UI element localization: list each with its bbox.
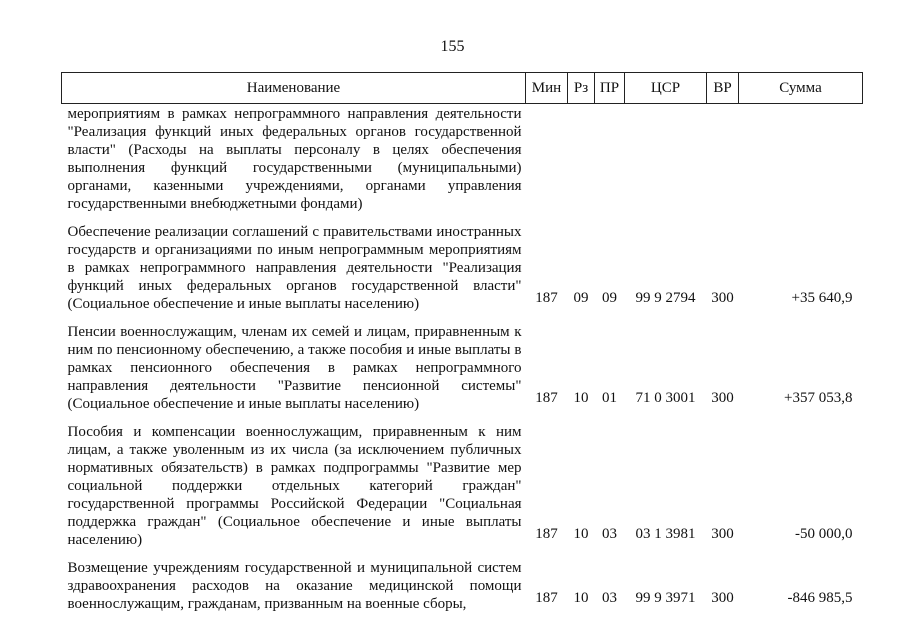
row-vr	[707, 104, 739, 214]
row-csr: 71 0 3001	[635, 390, 696, 406]
header-name: Наименование	[62, 73, 526, 104]
row-sum: -846 985,5	[787, 590, 853, 606]
table-row	[62, 104, 863, 214]
row-min: 187	[535, 390, 558, 406]
row-csr: 99 9 3971	[635, 590, 696, 606]
row-rz: 10	[573, 390, 589, 406]
table-row	[62, 313, 863, 413]
row-min: 187	[535, 290, 558, 306]
header-vr: ВР	[707, 73, 739, 104]
row-csr: 99 9 2794	[635, 290, 696, 306]
row-min	[526, 104, 568, 214]
row-name: Пособия и компенсации военнослужащим, приравненным к ним лицам, а также уволенным из их числа (за исключением публичных нормативных обязательств) в рамках подпрограммы "Развитие мер социальной поддержки отдельных категорий граждан" государственной программы Российской Федерации "Социальная поддержка граждан" (Социальное обеспечение и иные выплаты населению)	[67, 424, 522, 548]
header-pr: ПР	[595, 73, 625, 104]
header-sum: Сумма	[739, 73, 863, 104]
row-name: мероприятиям в рамках непрограммного направления деятельности "Реализация функций иных федеральных органов государственной власти" (Расходы на выплаты персоналу в целях обеспечения выполнения функций государственными (муниципальными) органами, казенными учреждениями, органами управления государственными внебюджетными фондами)	[67, 106, 522, 212]
row-sum: +357 053,8	[784, 390, 853, 406]
row-vr: 300	[711, 526, 734, 542]
row-pr: 03	[602, 526, 617, 542]
row-pr: 01	[602, 390, 617, 406]
row-csr: 03 1 3981	[635, 526, 696, 542]
row-min: 187	[535, 590, 558, 606]
row-sum: +35 640,9	[791, 290, 853, 306]
row-sum	[739, 104, 863, 214]
row-rz: 10	[573, 526, 589, 542]
row-sum: -50 000,0	[795, 526, 853, 542]
row-pr: 03	[602, 590, 617, 606]
row-rz	[568, 104, 595, 214]
row-vr: 300	[711, 290, 734, 306]
row-rz: 10	[573, 590, 589, 606]
budget-table	[61, 72, 863, 613]
row-name: Пенсии военнослужащим, членам их семей и лицам, приравненным к ним по пенсионному обеспечению, а также пособия и иные выплаты в рамках пенсионного обеспечения в рамках непрограммного направления деятельности "Развитие пенсионной системы" (Социальное обеспечение и иные выплаты населению)	[67, 324, 522, 412]
row-pr	[595, 104, 625, 214]
table-header-row	[62, 73, 863, 104]
header-csr: ЦСР	[625, 73, 707, 104]
row-csr	[625, 104, 707, 214]
row-vr: 300	[711, 390, 734, 406]
header-rz: Рз	[568, 73, 595, 104]
header-min: Мин	[526, 73, 568, 104]
table-row	[62, 549, 863, 613]
row-name: Возмещение учреждениям государственной и муниципальной систем здравоохранения расходов на оказание медицинской помощи военнослужащим, гражданам, призванным на военные сборы,	[67, 560, 522, 612]
row-vr: 300	[711, 590, 734, 606]
row-min: 187	[535, 526, 558, 542]
page-number: 155	[440, 38, 465, 55]
row-name: Обеспечение реализации соглашений с правительствами иностранных государств и организациями по иным непрограммным мероприятиям в рамках непрограммного направления деятельности "Реализация функций иных федеральных органов государственной власти" (Социальное обеспечение и иные выплаты населению)	[67, 224, 522, 312]
table-row	[62, 413, 863, 549]
table-row	[62, 213, 863, 313]
row-rz: 09	[573, 290, 589, 306]
row-pr: 09	[602, 290, 617, 306]
